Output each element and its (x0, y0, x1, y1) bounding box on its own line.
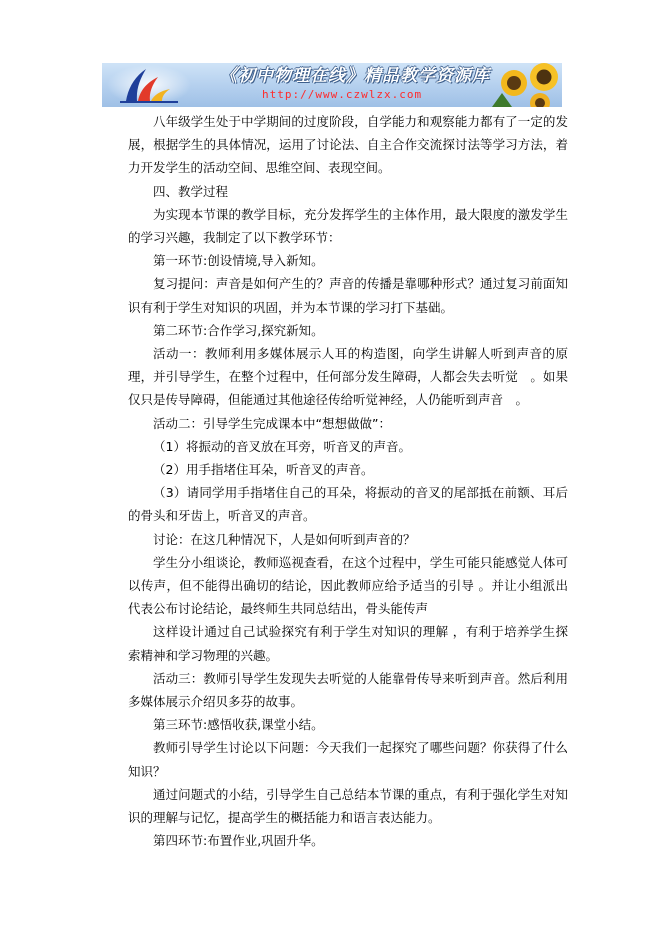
paragraph: 学生分小组谈论，教师巡视查看，在这个过程中，学生可能只能感觉人体可以传声，但不能得出确切的结论，因此教师应给予适当的引导 。并让小组派出代表公布讨论结论，最终师生共同总结出，骨头能传声 (128, 554, 568, 617)
paragraph: 这样设计通过自己试验探究有利于学生对知识的理解 ，有利于培养学生探索精神和学习物理的兴趣。 (128, 624, 568, 663)
list-item: （1）将振动的音叉放在耳旁，听音叉的声音。 (153, 438, 411, 454)
paragraph: 活动三：教师引导学生发现失去听觉的人能靠骨传导来听到声音。然后利用多媒体展示介绍贝多芬的故事。 (128, 670, 568, 710)
header-banner (102, 63, 562, 107)
banner-url: http://www.czwlzx.com (262, 88, 423, 101)
list-item: （3）请同学用手指堵住自己的耳朵，将振动的音叉的尾部抵在前额、耳后的骨头和牙齿上，听音叉的声音。 (128, 485, 568, 524)
paragraph: 讨论：在这几种情况下，人是如何听到声音的？ (153, 531, 416, 547)
step-heading: 第一环节:创设情境,导入新知。 (153, 253, 324, 269)
step-heading: 第二环节:合作学习,探究新知。 (153, 322, 324, 338)
section-heading: 四、教学过程 (153, 183, 229, 199)
paragraph: 教师引导学生讨论以下问题：今天我们一起探究了哪些问题？你获得了什么知识？ (128, 740, 568, 779)
paragraph: 复习提问：声音是如何产生的？声音的传播是靠哪种形式？通过复习前面知识有利于学生对知识的巩固，并为本节课的学习打下基础。 (128, 276, 568, 315)
paragraph: 通过问题式的小结，引导学生自己总结本节课的重点，有利于强化学生对知识的理解与记忆，提高学生的概括能力和语言表达能力。 (128, 786, 568, 826)
paragraph: 活动二：引导学生完成课本中“想想做做”： (153, 415, 391, 431)
logo-icon (104, 63, 194, 107)
paragraph: 为实现本节课的教学目标，充分发挥学生的主体作用，最大限度的激发学生的学习兴趣，我制定了以下教学环节： (128, 206, 568, 246)
step-heading: 第三环节:感悟收获,课堂小结。 (153, 717, 324, 733)
paragraph: 八年级学生处于中学期间的过度阶段，自学能力和观察能力都有了一定的发展，根据学生的具体情况，运用了讨论法、自主合作交流探讨法等学习方法，着力开发学生的活动空间、思维空间、表现空间。 (128, 114, 568, 176)
document-body (128, 110, 568, 853)
paragraph: 活动一：教师利用多媒体展示人耳的构造图，向学生讲解人听到声音的原理，并引导学生，在整个过程中，任何部分发生障碍，人都会失去听觉 。如果仅只是传导障碍，但能通过其他途径传给听觉神经，人仍能听到声音 。 (128, 346, 568, 408)
banner-title: 《初中物理在线》精品教学资源库 (220, 66, 490, 86)
step-heading: 第四环节:布置作业,巩固升华。 (153, 833, 324, 849)
list-item: （2）用手指堵住耳朵，听音叉的声音。 (153, 462, 374, 478)
sunflower-icon (492, 63, 562, 107)
